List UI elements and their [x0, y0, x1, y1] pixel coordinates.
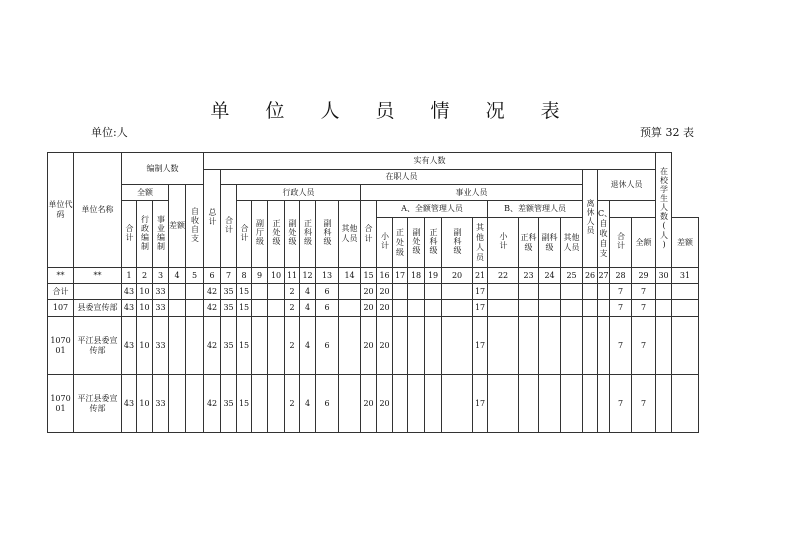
column-number-cell: 22	[488, 268, 519, 284]
value-cell: 6	[316, 375, 339, 433]
header-a-qita: 其他人员	[473, 218, 488, 268]
value-cell	[672, 317, 699, 375]
value-cell	[408, 375, 425, 433]
value-cell: 20	[377, 300, 393, 317]
value-cell	[672, 375, 699, 433]
value-cell: 10	[137, 317, 153, 375]
value-cell: 7	[632, 317, 656, 375]
value-cell: 2	[285, 317, 300, 375]
value-cell: 42	[204, 317, 221, 375]
column-number-cell: **	[48, 268, 74, 284]
column-number-cell: 19	[425, 268, 442, 284]
value-cell	[339, 375, 361, 433]
header-zheng-chu: 正处级	[268, 201, 285, 268]
header-shiye-heji: 合计	[361, 201, 377, 268]
value-cell	[169, 375, 186, 433]
value-cell: 33	[153, 300, 169, 317]
unit-name-cell	[74, 284, 122, 300]
table-row	[48, 317, 699, 375]
unit-code-cell: 107001	[48, 317, 74, 375]
column-number-cell: 11	[285, 268, 300, 284]
value-cell	[672, 300, 699, 317]
value-cell: 15	[237, 375, 252, 433]
value-cell: 35	[221, 375, 237, 433]
column-number-cell: 24	[539, 268, 561, 284]
value-cell: 10	[137, 284, 153, 300]
value-cell	[442, 317, 473, 375]
value-cell	[186, 375, 204, 433]
value-cell: 7	[632, 300, 656, 317]
column-number-cell: 9	[252, 268, 268, 284]
column-number-cell: 3	[153, 268, 169, 284]
column-number-cell: 2	[137, 268, 153, 284]
value-cell	[393, 375, 408, 433]
value-cell: 20	[361, 317, 377, 375]
column-number-cell: 5	[186, 268, 204, 284]
value-cell	[393, 317, 408, 375]
header-zaizhi-heji: 合计	[221, 185, 237, 268]
header-xingzheng-bianzhi: 行政编制	[137, 201, 153, 268]
table-row	[48, 284, 699, 300]
header-tuixiu-quan-e: 全额	[632, 218, 656, 268]
header-qita: 其他人员	[339, 201, 361, 268]
header-c-group: C、自收自支	[598, 201, 610, 268]
value-cell	[186, 284, 204, 300]
header-fu-chu: 副处级	[285, 201, 300, 268]
column-number-cell: 30	[656, 268, 672, 284]
value-cell	[186, 317, 204, 375]
value-cell	[268, 375, 285, 433]
value-cell: 7	[610, 317, 632, 375]
column-number-cell: 17	[393, 268, 408, 284]
header-cha-e: 差额	[169, 185, 186, 268]
value-cell	[442, 284, 473, 300]
value-cell	[339, 300, 361, 317]
unit-label: 单位:人	[91, 126, 128, 139]
value-cell	[425, 284, 442, 300]
value-cell: 7	[610, 284, 632, 300]
column-number-cell: 6	[204, 268, 221, 284]
value-cell	[598, 317, 610, 375]
column-number-cell: 15	[361, 268, 377, 284]
column-number-cell: 27	[598, 268, 610, 284]
value-cell: 15	[237, 317, 252, 375]
value-cell: 35	[221, 317, 237, 375]
column-number-cell: 4	[169, 268, 186, 284]
value-cell	[583, 300, 598, 317]
value-cell	[539, 300, 561, 317]
value-cell	[656, 317, 672, 375]
value-cell: 43	[122, 300, 137, 317]
value-cell: 15	[237, 300, 252, 317]
value-cell	[672, 284, 699, 300]
value-cell	[539, 317, 561, 375]
unit-name-cell: 平江县委宣传部	[74, 317, 122, 375]
header-b-fuke: 副科级	[539, 218, 561, 268]
header-shiye-bianzhi: 事业编制	[153, 201, 169, 268]
value-cell	[169, 317, 186, 375]
value-cell: 4	[300, 300, 316, 317]
value-cell	[339, 284, 361, 300]
value-cell: 43	[122, 317, 137, 375]
header-a-zhengke: 正科级	[425, 218, 442, 268]
column-number-cell: 20	[442, 268, 473, 284]
value-cell: 42	[204, 375, 221, 433]
value-cell: 33	[153, 375, 169, 433]
value-cell: 17	[473, 284, 488, 300]
value-cell: 2	[285, 375, 300, 433]
value-cell	[656, 375, 672, 433]
value-cell: 43	[122, 284, 137, 300]
value-cell: 20	[377, 317, 393, 375]
value-cell: 2	[285, 284, 300, 300]
value-cell	[169, 284, 186, 300]
value-cell	[268, 300, 285, 317]
value-cell: 7	[632, 284, 656, 300]
value-cell	[656, 284, 672, 300]
value-cell: 20	[377, 375, 393, 433]
column-number-cell: 18	[408, 268, 425, 284]
value-cell: 20	[361, 300, 377, 317]
value-cell	[539, 375, 561, 433]
value-cell	[252, 317, 268, 375]
value-cell	[583, 317, 598, 375]
value-cell	[583, 284, 598, 300]
header-unit-name: 单位名称	[74, 153, 122, 268]
value-cell: 33	[153, 284, 169, 300]
value-cell: 17	[473, 300, 488, 317]
column-number-cell: **	[74, 268, 122, 284]
table-row	[48, 300, 699, 317]
value-cell: 7	[632, 375, 656, 433]
header-b-group: B、差额管理人员	[488, 201, 583, 218]
header-zaixiao: 在校学生人数(人)	[656, 153, 672, 268]
value-cell	[408, 300, 425, 317]
value-cell	[561, 300, 583, 317]
value-cell	[519, 300, 539, 317]
value-cell	[339, 317, 361, 375]
page-title: 单 位 人 员 情 况 表	[210, 100, 575, 122]
value-cell	[598, 284, 610, 300]
value-cell: 4	[300, 284, 316, 300]
value-cell	[583, 375, 598, 433]
value-cell	[519, 284, 539, 300]
value-cell: 35	[221, 284, 237, 300]
value-cell	[442, 375, 473, 433]
value-cell	[425, 317, 442, 375]
header-a-fuke: 副科级	[442, 218, 473, 268]
column-number-cell: 16	[377, 268, 393, 284]
value-cell: 7	[610, 375, 632, 433]
value-cell: 4	[300, 375, 316, 433]
value-cell	[519, 317, 539, 375]
column-number-cell: 7	[221, 268, 237, 284]
unit-name-cell: 县委宣传部	[74, 300, 122, 317]
value-cell	[488, 284, 519, 300]
header-zongji: 总计	[204, 170, 221, 268]
value-cell	[408, 284, 425, 300]
column-number-cell: 1	[122, 268, 137, 284]
column-number-cell: 8	[237, 268, 252, 284]
value-cell: 42	[204, 284, 221, 300]
value-cell	[561, 284, 583, 300]
table-number: 预算 32 表	[640, 126, 694, 139]
column-number-cell: 31	[672, 268, 699, 284]
header-bianzhi: 编制人数	[122, 153, 204, 185]
column-number-cell: 13	[316, 268, 339, 284]
header-tuixiu-cha-e: 差额	[672, 218, 699, 268]
column-number-cell: 12	[300, 268, 316, 284]
header-xingzheng-renyuan: 行政人员	[237, 185, 361, 201]
value-cell	[488, 375, 519, 433]
value-cell	[393, 284, 408, 300]
column-number-cell: 25	[561, 268, 583, 284]
value-cell: 6	[316, 317, 339, 375]
header-tuixiu: 退休人员	[598, 170, 656, 201]
header-tuixiu-heji: 合计	[610, 218, 632, 268]
value-cell	[186, 300, 204, 317]
value-cell: 42	[204, 300, 221, 317]
column-number-cell: 14	[339, 268, 361, 284]
value-cell	[393, 300, 408, 317]
unit-code-cell: 107001	[48, 375, 74, 433]
header-shiye-renyuan: 事业人员	[361, 185, 583, 201]
column-number-cell: 29	[632, 268, 656, 284]
value-cell: 33	[153, 317, 169, 375]
value-cell	[561, 317, 583, 375]
value-cell	[252, 284, 268, 300]
value-cell	[519, 375, 539, 433]
header-b-qita: 其他人员	[561, 218, 583, 268]
header-zishou: 自收自支	[186, 185, 204, 268]
table-row	[48, 375, 699, 433]
value-cell	[539, 284, 561, 300]
unit-code-cell: 合计	[48, 284, 74, 300]
header-unit-code: 单位代码	[48, 153, 74, 268]
header-fu-ting: 副厅级	[252, 201, 268, 268]
unit-name-cell: 平江县委宣传部	[74, 375, 122, 433]
header-a-group: A、全额管理人员	[377, 201, 488, 218]
value-cell	[252, 375, 268, 433]
header-b-zhengke: 正科级	[519, 218, 539, 268]
value-cell	[268, 284, 285, 300]
value-cell: 4	[300, 317, 316, 375]
header-bianzhi-heji: 合计	[122, 201, 137, 268]
header-zheng-ke: 正科级	[300, 201, 316, 268]
header-b-xiaoji: 小计	[488, 218, 519, 268]
value-cell: 15	[237, 284, 252, 300]
value-cell: 20	[361, 375, 377, 433]
value-cell: 2	[285, 300, 300, 317]
value-cell	[598, 300, 610, 317]
column-number-row	[48, 268, 699, 284]
header-shiyou: 实有人数	[204, 153, 656, 170]
value-cell	[442, 300, 473, 317]
staff-table	[47, 152, 699, 433]
value-cell: 20	[377, 284, 393, 300]
value-cell: 6	[316, 284, 339, 300]
header-lixiu: 离休人员	[583, 170, 598, 268]
value-cell	[408, 317, 425, 375]
header-quan-e: 全额	[122, 185, 169, 201]
column-number-cell: 10	[268, 268, 285, 284]
value-cell: 20	[361, 284, 377, 300]
value-cell: 43	[122, 375, 137, 433]
header-fu-ke: 副科级	[316, 201, 339, 268]
value-cell: 7	[610, 300, 632, 317]
value-cell: 35	[221, 300, 237, 317]
header-a-zhengchu: 正处级	[393, 218, 408, 268]
value-cell	[656, 300, 672, 317]
value-cell	[252, 300, 268, 317]
header-xingzheng-heji: 合计	[237, 201, 252, 268]
header-zaizhi: 在职人员	[221, 170, 583, 185]
column-number-cell: 26	[583, 268, 598, 284]
value-cell	[169, 300, 186, 317]
value-cell: 17	[473, 317, 488, 375]
value-cell: 6	[316, 300, 339, 317]
column-number-cell: 23	[519, 268, 539, 284]
unit-code-cell: 107	[48, 300, 74, 317]
value-cell: 10	[137, 375, 153, 433]
value-cell	[598, 375, 610, 433]
value-cell	[268, 317, 285, 375]
value-cell	[488, 300, 519, 317]
value-cell: 17	[473, 375, 488, 433]
column-number-cell: 21	[473, 268, 488, 284]
value-cell	[425, 300, 442, 317]
value-cell: 10	[137, 300, 153, 317]
value-cell	[425, 375, 442, 433]
value-cell	[488, 317, 519, 375]
column-number-cell: 28	[610, 268, 632, 284]
header-a-fuchu: 副处级	[408, 218, 425, 268]
value-cell	[561, 375, 583, 433]
header-a-xiaoji: 小计	[377, 218, 393, 268]
